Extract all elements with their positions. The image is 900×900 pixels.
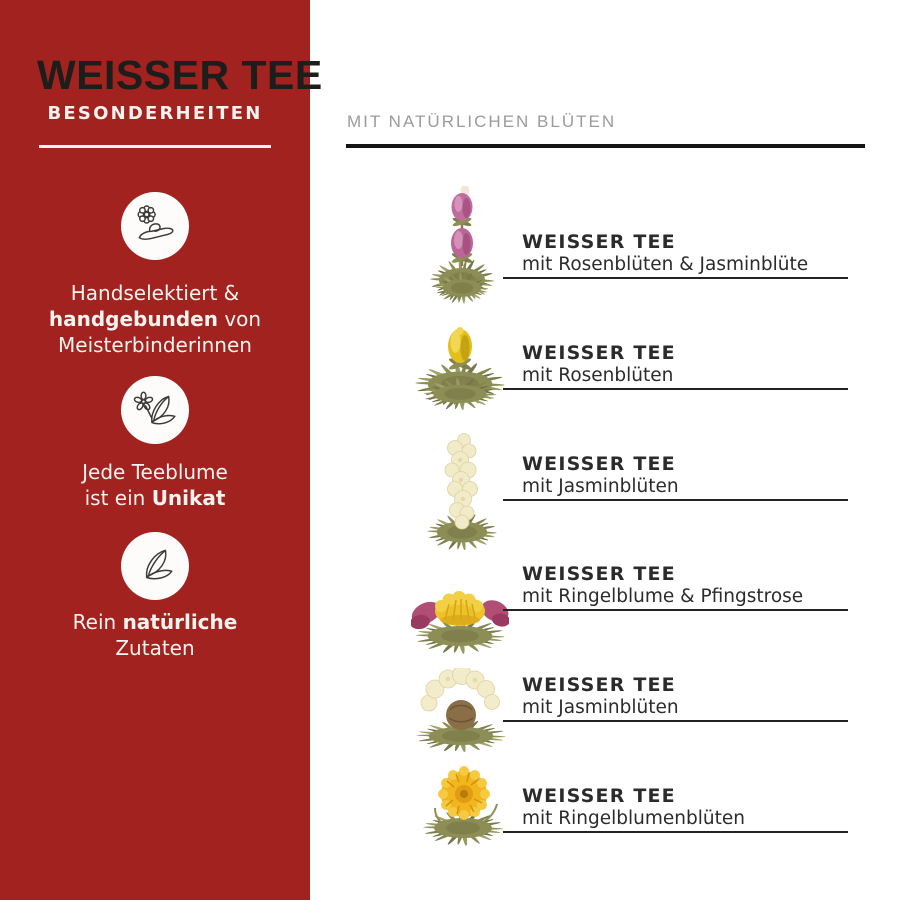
product-subtitle: mit Ringelblumenblüten [522, 808, 745, 829]
product-title: WEISSER TEE [522, 785, 676, 807]
tea-flower-pink-roses-image [417, 186, 507, 308]
product-subtitle: mit Jasminblüten [522, 476, 679, 497]
product-row [503, 785, 848, 833]
product-row [503, 231, 848, 279]
feature-unikat: Jede Teeblume ist ein Unikat [82, 460, 228, 510]
tea-flower-jasmine-column-image [424, 428, 500, 550]
header-divider [346, 144, 865, 148]
product-title: WEISSER TEE [522, 342, 676, 364]
tea-flower-jasmine-arch-image [412, 668, 510, 754]
tea-flower-marigold-image [419, 766, 511, 850]
product-subtitle: mit Ringelblume & Pfingstrose [522, 586, 804, 607]
product-subtitle: mit Rosenblüten & Jasminblüte [522, 254, 809, 275]
tea-flower-yellow-rose-image [410, 322, 510, 420]
flower-with-leaves-icon [121, 376, 189, 444]
page-title: WEISSER TEE [37, 52, 323, 98]
feature-handselektiert: Handselektiert & handgebunden von Meisterbinderinnen [48, 281, 262, 357]
tea-flower-marigold-peony-image [411, 586, 509, 656]
feature-zutaten: Rein natürliche Zutaten [72, 610, 238, 660]
page-subtitle: MIT NATÜRLICHEN BLÜTEN [347, 112, 617, 131]
product-title: WEISSER TEE [522, 563, 676, 585]
product-row [503, 342, 848, 390]
product-title: WEISSER TEE [522, 231, 676, 253]
product-subtitle: mit Rosenblüten [522, 365, 674, 386]
besonderheiten-sidebar [0, 0, 310, 900]
sidebar-divider [39, 145, 271, 148]
leaves-icon [121, 532, 189, 600]
product-title: WEISSER TEE [522, 674, 676, 696]
product-row [503, 453, 848, 501]
hand-with-flower-icon [121, 192, 189, 260]
product-row [503, 674, 848, 722]
product-row [503, 563, 848, 611]
sidebar-title: BESONDERHEITEN [47, 103, 263, 124]
product-title: WEISSER TEE [522, 453, 676, 475]
product-subtitle: mit Jasminblüten [522, 697, 679, 718]
